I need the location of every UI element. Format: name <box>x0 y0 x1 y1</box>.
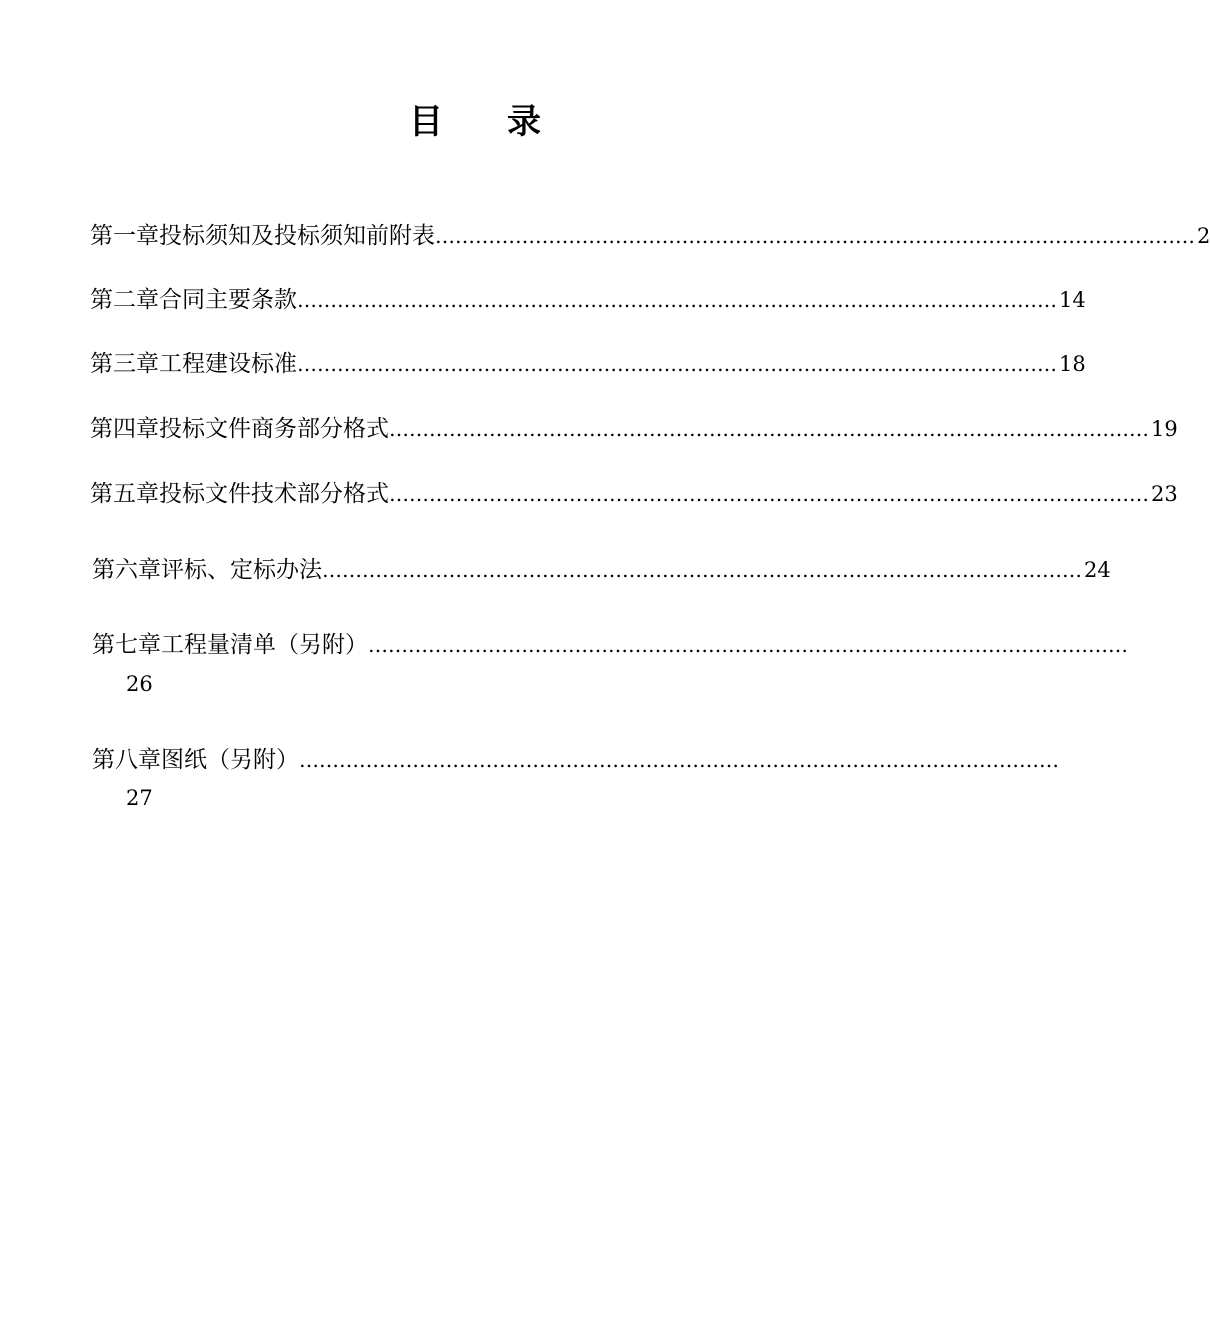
toc-page-number-wrapped: 27 <box>126 786 153 810</box>
toc-entry-1[interactable] <box>90 220 1210 252</box>
toc-chapter-title: 图纸（另附） <box>161 747 299 773</box>
toc-page-number-wrapped: 26 <box>126 672 153 696</box>
page-title <box>0 94 950 143</box>
toc-chapter-label: 第一章 <box>90 223 159 249</box>
toc-chapter-title: 合同主要条款 <box>159 287 297 313</box>
toc-entry-4[interactable] <box>90 413 1178 445</box>
toc-leader-dots: …………………………………………………………………………………………………… <box>389 482 1149 506</box>
toc-chapter-title: 投标须知及投标须知前附表 <box>159 223 435 249</box>
toc-chapter-label: 第五章 <box>90 481 159 507</box>
toc-chapter-title: 工程量清单（另附） <box>161 632 368 658</box>
toc-entry-6[interactable] <box>92 554 1111 586</box>
toc-leader-dots: …………………………………………………………………………………………………… <box>297 352 1057 376</box>
toc-page-number: 19 <box>1151 417 1178 441</box>
toc-entry-8[interactable] <box>92 744 1059 776</box>
toc-chapter-label: 第二章 <box>90 287 159 313</box>
toc-chapter-title: 投标文件技术部分格式 <box>159 481 389 507</box>
toc-chapter-title: 工程建设标准 <box>159 351 297 377</box>
title-char-2: 录 <box>507 102 541 142</box>
toc-page-number: 18 <box>1059 352 1086 376</box>
toc-chapter-label: 第四章 <box>90 416 159 442</box>
toc-chapter-title: 评标、定标办法 <box>161 557 322 583</box>
toc-entry-5[interactable] <box>90 478 1178 510</box>
toc-leader-dots: …………………………………………………………………………………………………… <box>389 417 1149 441</box>
toc-page-number: 23 <box>1151 482 1178 506</box>
toc-chapter-title: 投标文件商务部分格式 <box>159 416 389 442</box>
toc-entry-7[interactable] <box>92 629 1128 661</box>
toc-leader-dots: …………………………………………………………………………………………………… <box>322 558 1082 582</box>
toc-entry-2[interactable] <box>90 284 1086 316</box>
toc-page-number: 24 <box>1084 558 1111 582</box>
toc-page-number: 2 <box>1197 224 1210 248</box>
toc-chapter-label: 第三章 <box>90 351 159 377</box>
toc-chapter-label: 第八章 <box>92 747 161 773</box>
title-char-1: 目 <box>409 102 443 142</box>
toc-chapter-label: 第六章 <box>92 557 161 583</box>
toc-leader-dots: …………………………………………………………………………………………………… <box>299 748 1059 772</box>
toc-leader-dots: …………………………………………………………………………………………………… <box>297 288 1057 312</box>
toc-entry-3[interactable] <box>90 348 1086 380</box>
toc-chapter-label: 第七章 <box>92 632 161 658</box>
toc-page-number: 14 <box>1059 288 1086 312</box>
toc-leader-dots: …………………………………………………………………………………………………… <box>435 224 1195 248</box>
toc-leader-dots: …………………………………………………………………………………………………… <box>368 633 1128 657</box>
